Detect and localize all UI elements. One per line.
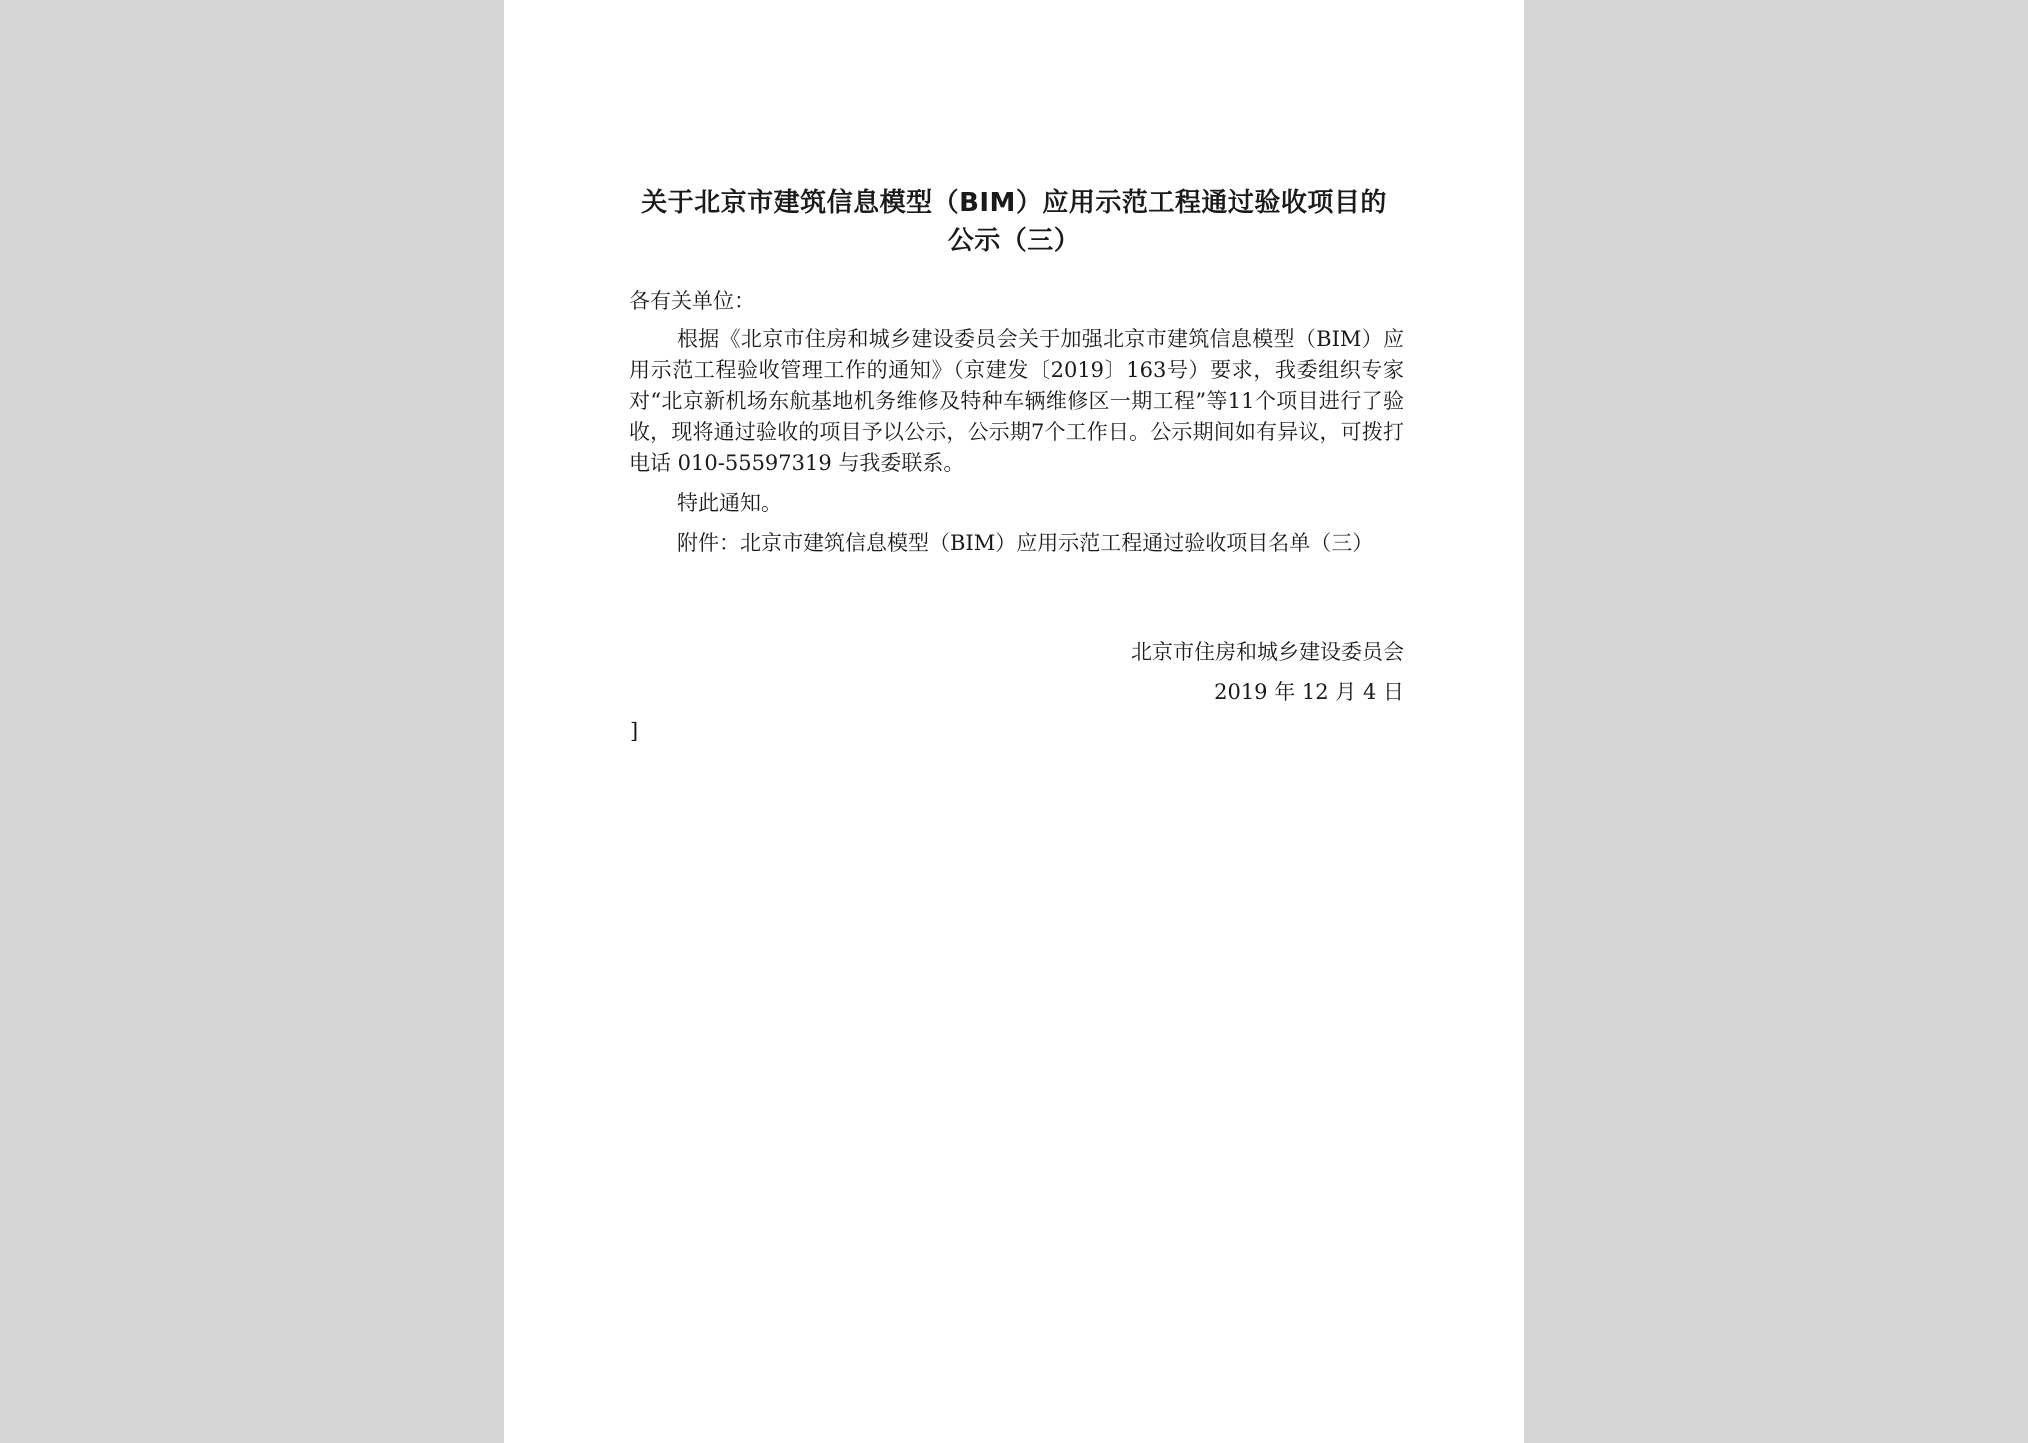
salutation: 各有关单位： xyxy=(629,289,755,313)
document-page xyxy=(504,0,1524,1443)
notice-line: 特此通知。 xyxy=(677,491,782,515)
title-line-2: 公示（三） xyxy=(947,226,1081,256)
document-body xyxy=(629,286,1404,559)
signature-organization: 北京市住房和城乡建设委员会 xyxy=(1131,640,1404,664)
signature-date: 2019 年 12 月 4 日 xyxy=(1214,680,1404,704)
trailing-bracket: ] xyxy=(630,719,639,743)
document-title xyxy=(624,184,1404,260)
body-paragraph: 根据《北京市住房和城乡建设委员会关于加强北京市建筑信息模型（BIM）应用示范工程验收管理工作的通知》（京建发〔2019〕163号）要求，我委组织专家对“北京新机场东航基地机务维修及特种车辆维修区一期工程”等11个项目进行了验收，现将通过验收的项目予以公示，公示期7个工作日。公示期间如有异议，可拨打电话 010-55597319 与我委联系。 xyxy=(629,327,1404,475)
attachment-line: 附件：北京市建筑信息模型（BIM）应用示范工程通过验收项目名单（三） xyxy=(677,531,1374,555)
title-line-1: 关于北京市建筑信息模型（BIM）应用示范工程通过验收项目的 xyxy=(641,188,1387,218)
